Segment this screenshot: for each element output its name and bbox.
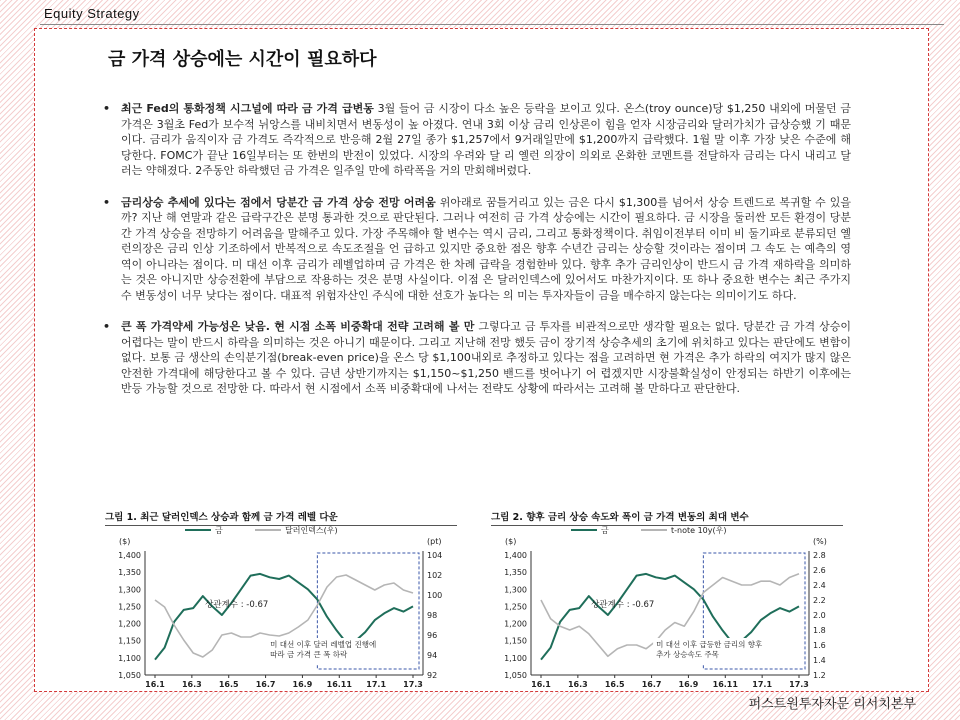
y-tick-label-left: 1,050 <box>118 671 141 680</box>
y-tick-label-right: 1.4 <box>813 656 826 665</box>
bullet-item <box>103 101 851 179</box>
bullet-text: 그렇다고 금 투자를 비관적으로만 생각할 필요는 없다. 당분간 금 가격 상승이 어렵다는 말이 반드시 하락을 의미하는 것은 아니기 때문이다. 그리고 지난해 전망 했듯 금이 장기적 상승추세의 초기에 위치하고 있다는 판단에도 변함이 없다. 보통 금 생산의 손익분기점(break-even price)을 온스 당 $1,100내외로 추정하고 있다는 점을 고려하면 현 가격은 추가 하락의 여지가 많지 않은 안전한 가격대에 해당한다고 볼 수 있다. 금년 상반기까지는 $1,150~$1,250 밴드를 벗어나기 어 렵겠지만 시장불확실성이 안정되는 하반기 이후에는 반등 가능할 것으로 전망한 다. 따라서 현 시점에서 소폭 비중확대에 나서는 전략도 상황에 따라서는 고려해 볼 만하다고 판단한다. <box>121 320 851 395</box>
y-tick-label-left: 1,300 <box>118 585 141 595</box>
bullet-item <box>103 195 851 304</box>
y-tick-label-right: 98 <box>427 611 438 620</box>
y-tick-label-left: 1,350 <box>118 568 141 578</box>
axis-unit-right: (%) <box>813 537 827 546</box>
y-tick-label-left: 1,150 <box>504 636 527 646</box>
legend-label: 금 <box>215 526 223 535</box>
footer-label: 퍼스트원투자자문 리서치본부 <box>748 697 916 712</box>
figure-2 <box>491 509 843 687</box>
x-tick-label: 16.1 <box>531 680 551 687</box>
x-tick-label: 17.1 <box>752 680 773 687</box>
y-tick-label-right: 2.0 <box>813 611 826 620</box>
y-tick-label-right: 1.6 <box>813 641 826 650</box>
y-tick-label-left: 1,250 <box>504 602 527 612</box>
y-tick-label-left: 1,400 <box>118 551 141 560</box>
bullet-text: 3월 들어 금 시장이 다소 높은 등락을 보이고 있다. 온스(troy ounce)당 $1,250 내외에 머물던 금 가격은 3월초 Fed가 보수적 뉘앙스를 내비치면서 변동성이 높 아졌다. 연내 3회 이상 금리 인상론이 힘을 얻자 시장금리와 달러가치가 급상승했 기 때문이다. 금리가 움직이자 금 가격도 즉각적으로 반응해 2월 27일 종가 $1,257에서 9거래일만에 $1,200까지 급락했다. 1월 말 이후 가장 낮은 수준에 해당한다. FOMC가 끝난 16일부터는 또 한번의 반전이 있었다. 시장의 우려와 달 리 옐런 의장이 의외로 온화한 코멘트를 전달하자 금리는 다시 내리고 달러는 약해졌다. 2주동안 하락했던 금 가격은 일주일 만에 하락폭을 거의 만회해버렸다. <box>121 102 851 177</box>
figure-2-title: 그림 2. 향후 금리 상승 속도와 폭이 금 가격 변동의 최대 변수 <box>491 509 843 526</box>
bullet-dot-icon: • <box>103 102 111 115</box>
y-tick-label-right: 96 <box>427 631 438 640</box>
x-tick-label: 16.7 <box>641 680 662 687</box>
x-tick-label: 16.11 <box>712 680 738 687</box>
y-tick-label-right: 1.2 <box>813 671 826 680</box>
y-tick-label-left: 1,100 <box>504 653 527 663</box>
y-tick-label-right: 100 <box>427 591 443 600</box>
x-tick-label: 16.7 <box>255 680 276 687</box>
x-tick-label: 16.11 <box>326 680 352 687</box>
y-tick-label-left: 1,200 <box>118 619 141 629</box>
y-tick-label-left: 1,250 <box>118 602 141 612</box>
y-tick-label-left: 1,150 <box>118 636 141 646</box>
y-tick-label-right: 102 <box>427 571 443 580</box>
y-tick-label-right: 2.2 <box>813 596 826 605</box>
x-tick-label: 16.5 <box>604 680 625 687</box>
header-divider <box>40 24 944 25</box>
x-tick-label: 16.5 <box>218 680 239 687</box>
y-tick-label-left: 1,350 <box>504 568 527 578</box>
correlation-annotation: 상관계수 : -0.67 <box>591 600 655 610</box>
y-tick-label-left: 1,200 <box>504 619 527 629</box>
y-tick-label-right: 2.6 <box>813 566 826 575</box>
header-label: Equity Strategy <box>44 6 140 21</box>
x-tick-label: 17.3 <box>403 680 423 687</box>
bullet-heading: 최근 Fed의 통화정책 시그널에 따라 금 가격 급변동 <box>121 102 374 115</box>
note-annotation-line: 미 대선 이후 급등한 금리의 향후 <box>656 640 763 649</box>
figure-1 <box>105 509 457 687</box>
y-tick-label-right: 1.8 <box>813 626 826 635</box>
x-tick-label: 16.9 <box>292 680 313 687</box>
content-panel <box>34 28 929 692</box>
x-tick-label: 16.9 <box>678 680 699 687</box>
legend-label: 금 <box>601 526 609 535</box>
axis-unit-left: ($) <box>119 537 131 546</box>
x-tick-label: 17.3 <box>789 680 809 687</box>
x-tick-label: 17.1 <box>366 680 387 687</box>
y-tick-label-right: 94 <box>427 651 438 660</box>
correlation-annotation: 상관계수 : -0.67 <box>205 600 269 610</box>
bullet-item <box>103 319 851 397</box>
y-tick-label-right: 104 <box>427 551 443 560</box>
legend-label: 달러인덱스(우) <box>285 526 338 535</box>
y-tick-label-left: 1,400 <box>504 551 527 560</box>
note-annotation-line: 따라 금 가격 큰 폭 하락 <box>270 650 348 659</box>
legend-label: t-note 10y(우) <box>671 526 727 535</box>
note-annotation-line: 미 대선 이후 달러 레벨업 진행에 <box>270 640 377 649</box>
y-tick-label-left: 1,100 <box>118 653 141 663</box>
y-tick-label-left: 1,300 <box>504 585 527 595</box>
bullet-heading: 큰 폭 가격약세 가능성은 낮음. 현 시점 소폭 비중확대 전략 고려해 볼 만 <box>121 320 475 333</box>
axis-unit-right: (pt) <box>427 537 442 546</box>
axis-unit-left: ($) <box>505 537 517 546</box>
y-tick-label-right: 92 <box>427 671 438 680</box>
note-annotation-line: 추가 상승속도 주목 <box>656 650 719 659</box>
x-tick-label: 16.3 <box>181 680 202 687</box>
y-tick-label-left: 1,050 <box>504 671 527 680</box>
x-tick-label: 16.3 <box>567 680 588 687</box>
figure-1-chart <box>105 525 457 687</box>
bullet-text: 위아래로 꿈틀거리고 있는 금은 다시 $1,300를 넘어서 상승 트렌드로 복귀할 수 있을까? 지난 해 연말과 같은 급락구간은 분명 통과한 것으로 판단된다. 그러나 여전히 금 가격 상승에는 시간이 필요하다. 금 시장을 둘러싼 모든 환경이 당분간 가격 상승을 전망하기 어려움을 말해주고 있다. 가장 주목해야 할 변수는 역시 금리, 그리고 통화정책이다. 취임이전부터 이미 비 둘기파로 분류되던 옐런의장은 금리 인상 기조하에서 반복적으로 속도조절을 언 급하고 있지만 중요한 점은 향후 수년간 금리는 상승할 것이라는 점이며 그 속도 는 예측의 영역이 아니라는 점이다. 미 대선 이후 금리가 레벨업하며 금 가격은 한 차례 급락을 경험한바 있다. 향후 추가 금리인상이 반드시 금 가격 재하락을 의미하는 것은 아니지만 상승전환에 부담으로 작용하는 것은 분명 사실이다. 이점 은 달러인덱스에 있어서도 마찬가지이다. 또 하나 중요한 변수는 최근 주가지수 변동성이 너무 낮다는 점이다. 대표적 위험자산인 주식에 대한 선호가 높다는 의 미는 투자자들이 금을 매수하지 않는다는 의미이기도 하다. <box>121 195 851 302</box>
bullet-dot-icon: • <box>103 195 111 209</box>
bullet-heading: 금리상승 추세에 있다는 점에서 당분간 금 가격 상승 전망 어려움 <box>121 195 436 209</box>
page-title: 금 가격 상승에는 시간이 필요하다 <box>108 49 377 70</box>
y-tick-label-right: 2.8 <box>813 551 826 560</box>
figure-2-chart <box>491 525 843 687</box>
y-tick-label-right: 2.4 <box>813 581 826 590</box>
bullet-dot-icon: • <box>103 320 111 333</box>
bullet-list <box>103 101 851 413</box>
figure-1-title: 그림 1. 최근 달러인덱스 상승과 함께 금 가격 레벨 다운 <box>105 509 457 526</box>
x-tick-label: 16.1 <box>145 680 165 687</box>
